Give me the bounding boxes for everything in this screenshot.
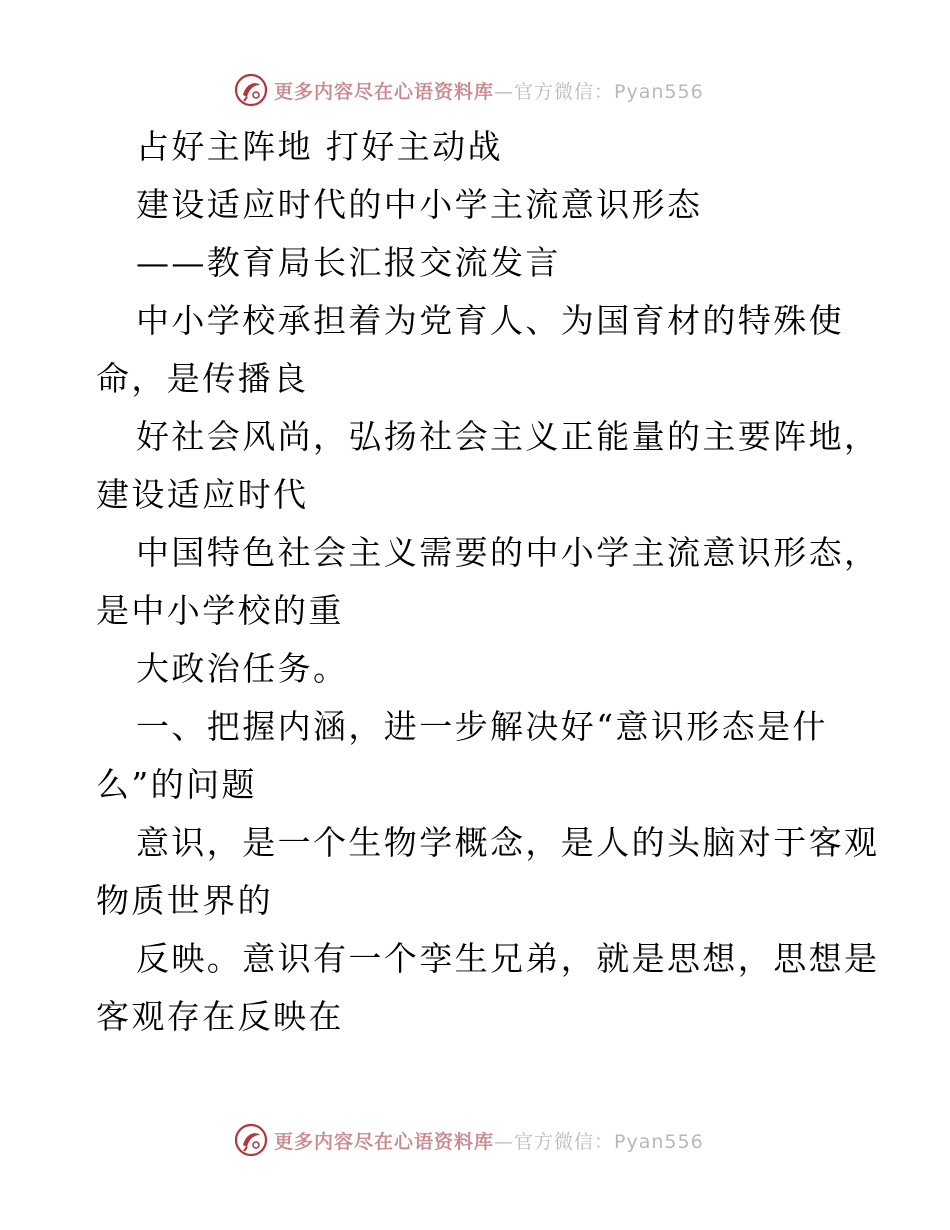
paragraph-line: 大政治任务。 [136, 649, 349, 688]
banner-dash: — [494, 80, 515, 103]
paragraph-line: 物质世界的 [96, 881, 273, 920]
wechat-id: Pyan556 [614, 80, 704, 103]
brand-name: 更多内容尽在心语资料库 [274, 1130, 495, 1153]
doc-byline: ——教育局长汇报交流发言 [136, 243, 561, 282]
paragraph-line: 命，是传播良 [96, 359, 309, 398]
doc-subtitle: 建设适应时代的中小学主流意识形态 [136, 185, 703, 224]
footer-banner-text [274, 1127, 704, 1154]
paragraph-line: 中小学校承担着为党育人、为国育材的特殊使 [136, 301, 844, 340]
brand-logo-icon [234, 73, 268, 107]
header-banner-text [274, 77, 704, 104]
paragraph-line: 中国特色社会主义需要的中小学主流意识形态， [136, 533, 880, 572]
paragraph-line: 建设适应时代 [96, 475, 309, 514]
paragraph-line: 好社会风尚，弘扬社会主义正能量的主要阵地， [136, 417, 880, 456]
wechat-id: Pyan556 [614, 1130, 704, 1153]
banner-dash: — [494, 1130, 515, 1153]
doc-title: 占好主阵地 打好主动战 [136, 127, 503, 166]
footer-banner[interactable] [234, 1122, 704, 1158]
section-heading: 一、把握内涵，进一步解决好“意识形态是什 [136, 707, 828, 746]
brand-logo-icon [234, 1123, 268, 1157]
paragraph-line: 客观存在反映在 [96, 997, 344, 1036]
wechat-label: 官方微信： [514, 80, 615, 103]
wechat-label: 官方微信： [514, 1130, 615, 1153]
paragraph-line: 反映。意识有一个孪生兄弟，就是思想，思想是 [136, 939, 880, 978]
paragraph-line: 意识，是一个生物学概念，是人的头脑对于客观 [136, 823, 880, 862]
header-banner[interactable] [234, 72, 704, 108]
section-heading-cont: 么”的问题 [96, 765, 257, 804]
brand-name: 更多内容尽在心语资料库 [274, 80, 495, 103]
paragraph-line: 是中小学校的重 [96, 591, 344, 630]
